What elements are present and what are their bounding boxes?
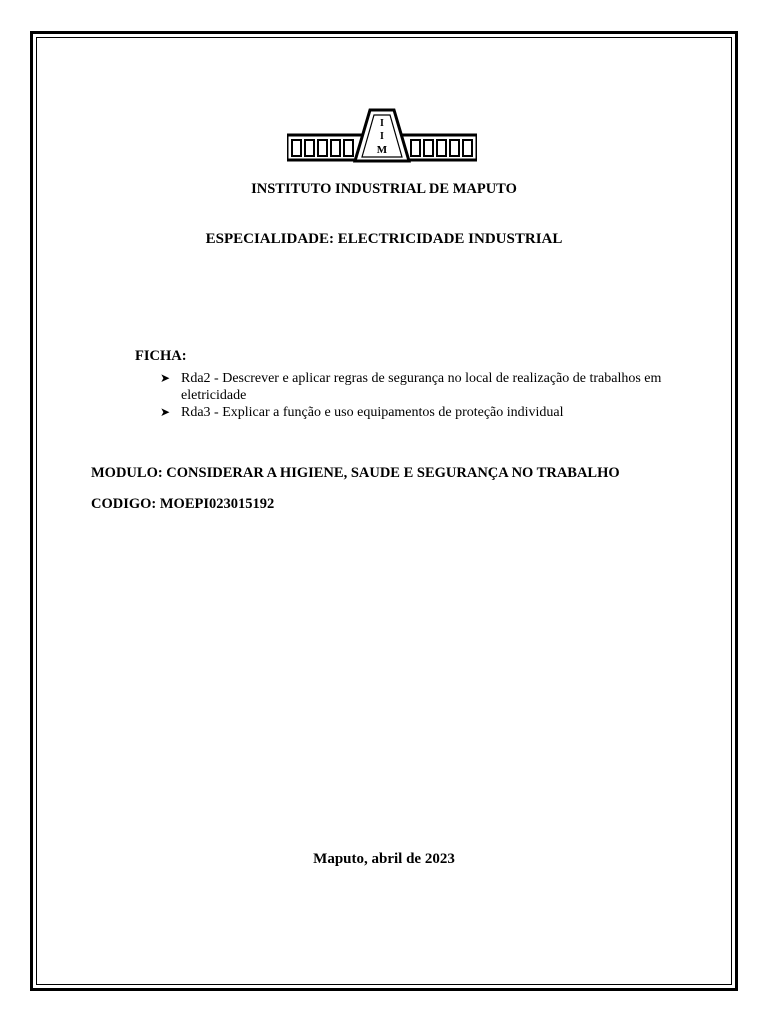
list-item-text: Rda2 - Descrever e aplicar regras de segurança no local de realização de trabalhos em eletricidade bbox=[181, 371, 662, 403]
place-date: Maputo, abril de 2023 bbox=[313, 851, 455, 867]
ficha-label: FICHA: bbox=[135, 348, 187, 364]
logo-letter-2: I bbox=[380, 131, 384, 142]
institute-logo bbox=[287, 108, 477, 164]
module-code: CODIGO: MOEPI023015192 bbox=[91, 496, 275, 512]
logo-letter-3: M bbox=[376, 144, 388, 156]
list-item bbox=[160, 404, 700, 421]
arrow-bullet-icon: ➤ bbox=[160, 405, 171, 419]
module-title: MODULO: CONSIDERAR A HIGIENE, SAUDE E SEGURANÇA NO TRABALHO bbox=[91, 465, 620, 481]
institute-name: INSTITUTO INDUSTRIAL DE MAPUTO bbox=[251, 181, 517, 197]
list-item bbox=[160, 370, 700, 404]
logo-letter-1: I bbox=[380, 118, 384, 129]
arrow-bullet-icon: ➤ bbox=[160, 371, 171, 385]
ficha-list bbox=[160, 370, 700, 421]
specialty-title: ESPECIALIDADE: ELECTRICIDADE INDUSTRIAL bbox=[205, 231, 563, 247]
list-item-text: Rda3 - Explicar a função e uso equipamentos de proteção individual bbox=[181, 405, 564, 420]
